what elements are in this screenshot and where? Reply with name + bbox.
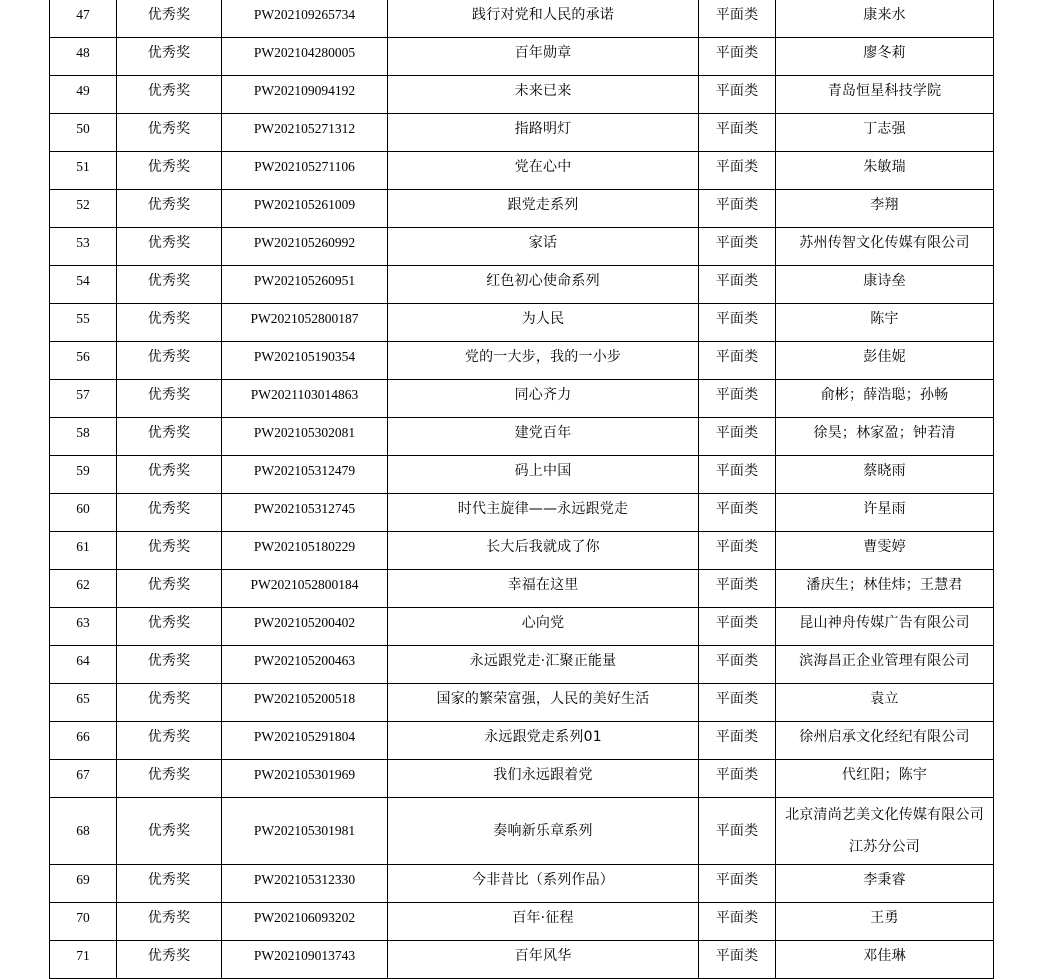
work-category: 平面类 (699, 532, 776, 570)
author-name: 彭佳妮 (776, 342, 994, 380)
work-category: 平面类 (699, 865, 776, 903)
work-category: 平面类 (699, 266, 776, 304)
row-number: 50 (50, 114, 117, 152)
work-category: 平面类 (699, 228, 776, 266)
award-level: 优秀奖 (117, 190, 222, 228)
award-level: 优秀奖 (117, 456, 222, 494)
author-name: 代红阳；陈宇 (776, 760, 994, 798)
work-title: 建党百年 (388, 418, 699, 456)
table-row (50, 266, 994, 304)
table-row (50, 228, 994, 266)
work-category: 平面类 (699, 76, 776, 114)
entry-code: PW202105302081 (222, 418, 388, 456)
award-level: 优秀奖 (117, 798, 222, 865)
entry-code: PW202105312745 (222, 494, 388, 532)
entry-code: PW202105261009 (222, 190, 388, 228)
work-category: 平面类 (699, 38, 776, 76)
work-category: 平面类 (699, 456, 776, 494)
row-number: 58 (50, 418, 117, 456)
award-level: 优秀奖 (117, 608, 222, 646)
award-level: 优秀奖 (117, 380, 222, 418)
work-category: 平面类 (699, 684, 776, 722)
entry-code: PW202105271312 (222, 114, 388, 152)
row-number: 69 (50, 865, 117, 903)
table-row (50, 342, 994, 380)
row-number: 47 (50, 0, 117, 38)
table-row (50, 570, 994, 608)
award-table (49, 0, 994, 979)
table-row (50, 304, 994, 342)
author-name: 滨海昌正企业管理有限公司 (776, 646, 994, 684)
work-category: 平面类 (699, 380, 776, 418)
table-row (50, 190, 994, 228)
award-table-body (50, 0, 994, 979)
table-row (50, 456, 994, 494)
work-title: 码上中国 (388, 456, 699, 494)
author-name: 邓佳琳 (776, 941, 994, 979)
work-title: 永远跟党走·汇聚正能量 (388, 646, 699, 684)
author-name: 廖冬莉 (776, 38, 994, 76)
author-name: 王勇 (776, 903, 994, 941)
work-title: 国家的繁荣富强，人民的美好生活 (388, 684, 699, 722)
table-row (50, 608, 994, 646)
work-category: 平面类 (699, 152, 776, 190)
work-category: 平面类 (699, 418, 776, 456)
entry-code: PW202105260951 (222, 266, 388, 304)
entry-code: PW202105271106 (222, 152, 388, 190)
row-number: 66 (50, 722, 117, 760)
entry-code: PW202105312479 (222, 456, 388, 494)
table-row (50, 38, 994, 76)
award-level: 优秀奖 (117, 114, 222, 152)
author-name: 北京清尚艺美文化传媒有限公司江苏分公司 (776, 798, 994, 865)
author-name: 徐昊；林家盈；钟若清 (776, 418, 994, 456)
work-title: 为人民 (388, 304, 699, 342)
award-level: 优秀奖 (117, 76, 222, 114)
award-level: 优秀奖 (117, 342, 222, 380)
award-level: 优秀奖 (117, 570, 222, 608)
award-level: 优秀奖 (117, 228, 222, 266)
work-title: 百年勋章 (388, 38, 699, 76)
row-number: 65 (50, 684, 117, 722)
award-level: 优秀奖 (117, 646, 222, 684)
entry-code: PW202105260992 (222, 228, 388, 266)
work-category: 平面类 (699, 608, 776, 646)
work-title: 未来已来 (388, 76, 699, 114)
table-row (50, 494, 994, 532)
row-number: 68 (50, 798, 117, 865)
table-row (50, 722, 994, 760)
row-number: 62 (50, 570, 117, 608)
work-title: 长大后我就成了你 (388, 532, 699, 570)
work-title: 百年·征程 (388, 903, 699, 941)
award-level: 优秀奖 (117, 38, 222, 76)
entry-code: PW202105200463 (222, 646, 388, 684)
award-level: 优秀奖 (117, 865, 222, 903)
award-level: 优秀奖 (117, 266, 222, 304)
award-level: 优秀奖 (117, 418, 222, 456)
author-name: 苏州传智文化传媒有限公司 (776, 228, 994, 266)
author-name: 陈宇 (776, 304, 994, 342)
work-title: 同心齐力 (388, 380, 699, 418)
author-name: 曹雯婷 (776, 532, 994, 570)
row-number: 67 (50, 760, 117, 798)
work-title: 永远跟党走系列01 (388, 722, 699, 760)
entry-code: PW202105291804 (222, 722, 388, 760)
work-category: 平面类 (699, 190, 776, 228)
work-category: 平面类 (699, 570, 776, 608)
author-name: 俞彬；薛浩聪；孙畅 (776, 380, 994, 418)
work-title: 党的一大步，我的一小步 (388, 342, 699, 380)
table-row (50, 760, 994, 798)
table-row (50, 532, 994, 570)
award-level: 优秀奖 (117, 494, 222, 532)
row-number: 56 (50, 342, 117, 380)
row-number: 70 (50, 903, 117, 941)
award-level: 优秀奖 (117, 532, 222, 570)
award-level: 优秀奖 (117, 941, 222, 979)
entry-code: PW202109094192 (222, 76, 388, 114)
work-category: 平面类 (699, 760, 776, 798)
author-name: 许星雨 (776, 494, 994, 532)
entry-code: PW2021052800184 (222, 570, 388, 608)
work-title: 时代主旋律——永远跟党走 (388, 494, 699, 532)
entry-code: PW202105200402 (222, 608, 388, 646)
author-name: 丁志强 (776, 114, 994, 152)
work-category: 平面类 (699, 494, 776, 532)
work-category: 平面类 (699, 304, 776, 342)
entry-code: PW202109265734 (222, 0, 388, 38)
table-row (50, 646, 994, 684)
award-level: 优秀奖 (117, 152, 222, 190)
work-category: 平面类 (699, 941, 776, 979)
work-category: 平面类 (699, 0, 776, 38)
table-row (50, 865, 994, 903)
work-title: 家话 (388, 228, 699, 266)
table-row (50, 380, 994, 418)
entry-code: PW202105200518 (222, 684, 388, 722)
work-category: 平面类 (699, 722, 776, 760)
author-name: 康诗垒 (776, 266, 994, 304)
row-number: 51 (50, 152, 117, 190)
work-category: 平面类 (699, 114, 776, 152)
row-number: 48 (50, 38, 117, 76)
author-name: 徐州启承文化经纪有限公司 (776, 722, 994, 760)
row-number: 61 (50, 532, 117, 570)
work-title: 指路明灯 (388, 114, 699, 152)
work-title: 跟党走系列 (388, 190, 699, 228)
author-name: 李翔 (776, 190, 994, 228)
row-number: 54 (50, 266, 117, 304)
row-number: 63 (50, 608, 117, 646)
row-number: 60 (50, 494, 117, 532)
table-row (50, 114, 994, 152)
author-name: 蔡晓雨 (776, 456, 994, 494)
work-title: 幸福在这里 (388, 570, 699, 608)
work-title: 奏响新乐章系列 (388, 798, 699, 865)
work-title: 党在心中 (388, 152, 699, 190)
entry-code: PW202105301981 (222, 798, 388, 865)
row-number: 71 (50, 941, 117, 979)
row-number: 53 (50, 228, 117, 266)
table-row (50, 798, 994, 865)
row-number: 55 (50, 304, 117, 342)
entry-code: PW202104280005 (222, 38, 388, 76)
author-name: 昆山神舟传媒广告有限公司 (776, 608, 994, 646)
author-name: 康来水 (776, 0, 994, 38)
entry-code: PW202105312330 (222, 865, 388, 903)
table-row (50, 418, 994, 456)
table-row (50, 152, 994, 190)
table-row (50, 903, 994, 941)
entry-code: PW202105180229 (222, 532, 388, 570)
work-title: 红色初心使命系列 (388, 266, 699, 304)
table-row (50, 684, 994, 722)
row-number: 49 (50, 76, 117, 114)
work-title: 我们永远跟着党 (388, 760, 699, 798)
author-name: 潘庆生；林佳炜；王慧君 (776, 570, 994, 608)
award-level: 优秀奖 (117, 304, 222, 342)
row-number: 59 (50, 456, 117, 494)
work-title: 百年风华 (388, 941, 699, 979)
row-number: 64 (50, 646, 117, 684)
table-row (50, 76, 994, 114)
work-category: 平面类 (699, 342, 776, 380)
work-category: 平面类 (699, 903, 776, 941)
row-number: 52 (50, 190, 117, 228)
award-level: 优秀奖 (117, 760, 222, 798)
author-name: 朱敏瑞 (776, 152, 994, 190)
entry-code: PW202105190354 (222, 342, 388, 380)
author-name: 青岛恒星科技学院 (776, 76, 994, 114)
entry-code: PW2021103014863 (222, 380, 388, 418)
award-level: 优秀奖 (117, 903, 222, 941)
work-title: 今非昔比（系列作品） (388, 865, 699, 903)
award-level: 优秀奖 (117, 722, 222, 760)
award-level: 优秀奖 (117, 684, 222, 722)
table-row (50, 941, 994, 979)
entry-code: PW2021052800187 (222, 304, 388, 342)
work-category: 平面类 (699, 646, 776, 684)
entry-code: PW202106093202 (222, 903, 388, 941)
row-number: 57 (50, 380, 117, 418)
entry-code: PW202109013743 (222, 941, 388, 979)
award-level: 优秀奖 (117, 0, 222, 38)
work-title: 心向党 (388, 608, 699, 646)
author-name: 李秉睿 (776, 865, 994, 903)
entry-code: PW202105301969 (222, 760, 388, 798)
table-row (50, 0, 994, 38)
work-category: 平面类 (699, 798, 776, 865)
author-name: 袁立 (776, 684, 994, 722)
work-title: 践行对党和人民的承诺 (388, 0, 699, 38)
